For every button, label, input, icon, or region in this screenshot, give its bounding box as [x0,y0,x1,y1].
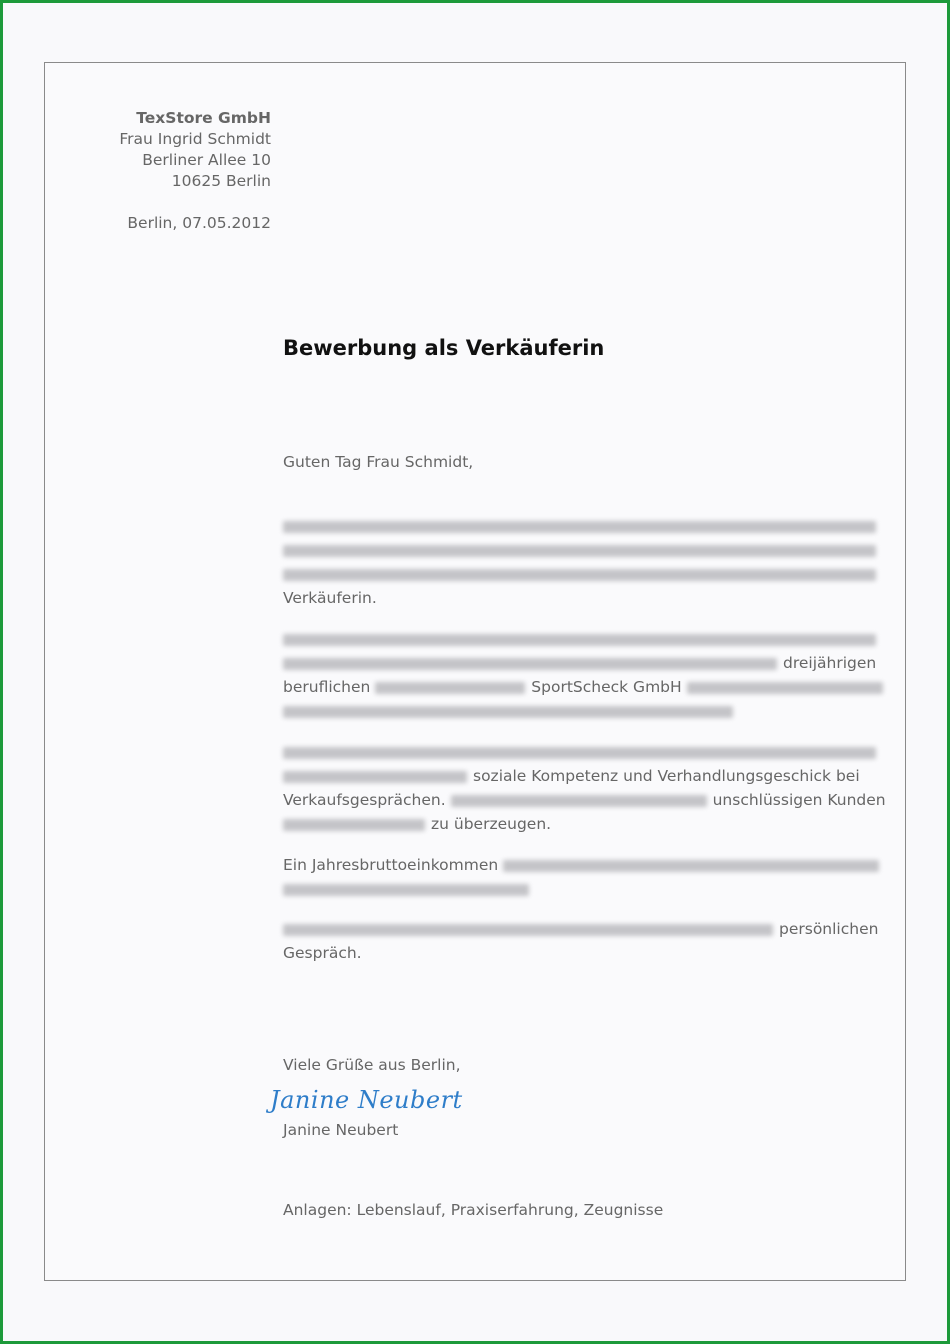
redacted-text [283,924,773,936]
redacted-text [283,658,777,670]
letter-subject: Bewerbung als Verkäuferin [283,336,605,360]
paragraph-5-text-b: Gespräch. [283,944,362,962]
redacted-text [375,682,525,694]
paragraph-2-text-c: SportScheck GmbH [531,678,682,696]
sender-contact: Frau Ingrid Schmidt [119,130,271,148]
paragraph-4-text-a: Ein Jahresbruttoeinkommen [283,856,499,874]
redacted-text [687,682,883,694]
paragraph-4 [283,853,876,901]
redacted-text [503,860,879,872]
letter-date: Berlin, 07.05.2012 [127,214,271,232]
attachments-line: Anlagen: Lebenslauf, Praxiserfahrung, Zeugnisse [283,1201,664,1219]
redacted-text [283,771,467,783]
paragraph-3-text-c: unschlüssigen Kunden [712,791,886,809]
paragraph-3-text-d: zu überzeugen. [431,815,552,833]
redacted-text [283,634,876,646]
paragraph-3-text-a: soziale Kompetenz und Verhandlungsgeschick bei [473,767,860,785]
redacted-text [283,884,529,896]
letter-closing: Viele Grüße aus Berlin, [283,1056,461,1074]
paragraph-2 [283,627,876,723]
sender-city: 10625 Berlin [171,172,271,190]
paragraph-1 [283,514,876,610]
redacted-text [283,706,733,718]
redacted-text [283,521,876,533]
redacted-text [451,795,707,807]
paragraph-3 [283,740,886,836]
sender-company: TexStore GmbH [136,109,271,127]
paragraph-5 [283,917,879,965]
paragraph-1-text: Verkäuferin. [283,589,377,607]
paragraph-5-text-a: persönlichen [779,920,879,938]
paragraph-2-text-a: dreijährigen [783,654,877,672]
paragraph-3-text-b: Verkaufsgesprächen. [283,791,446,809]
letter-greeting: Guten Tag Frau Schmidt, [283,453,474,471]
redacted-text [283,569,876,581]
handwritten-signature: Janine Neubert [270,1086,463,1114]
paragraph-2-text-b: beruflichen [283,678,371,696]
sender-address [119,108,271,192]
redacted-text [283,545,876,557]
sender-street: Berliner Allee 10 [142,151,271,169]
redacted-text [283,747,876,759]
signer-name: Janine Neubert [283,1121,399,1139]
redacted-text [283,819,425,831]
